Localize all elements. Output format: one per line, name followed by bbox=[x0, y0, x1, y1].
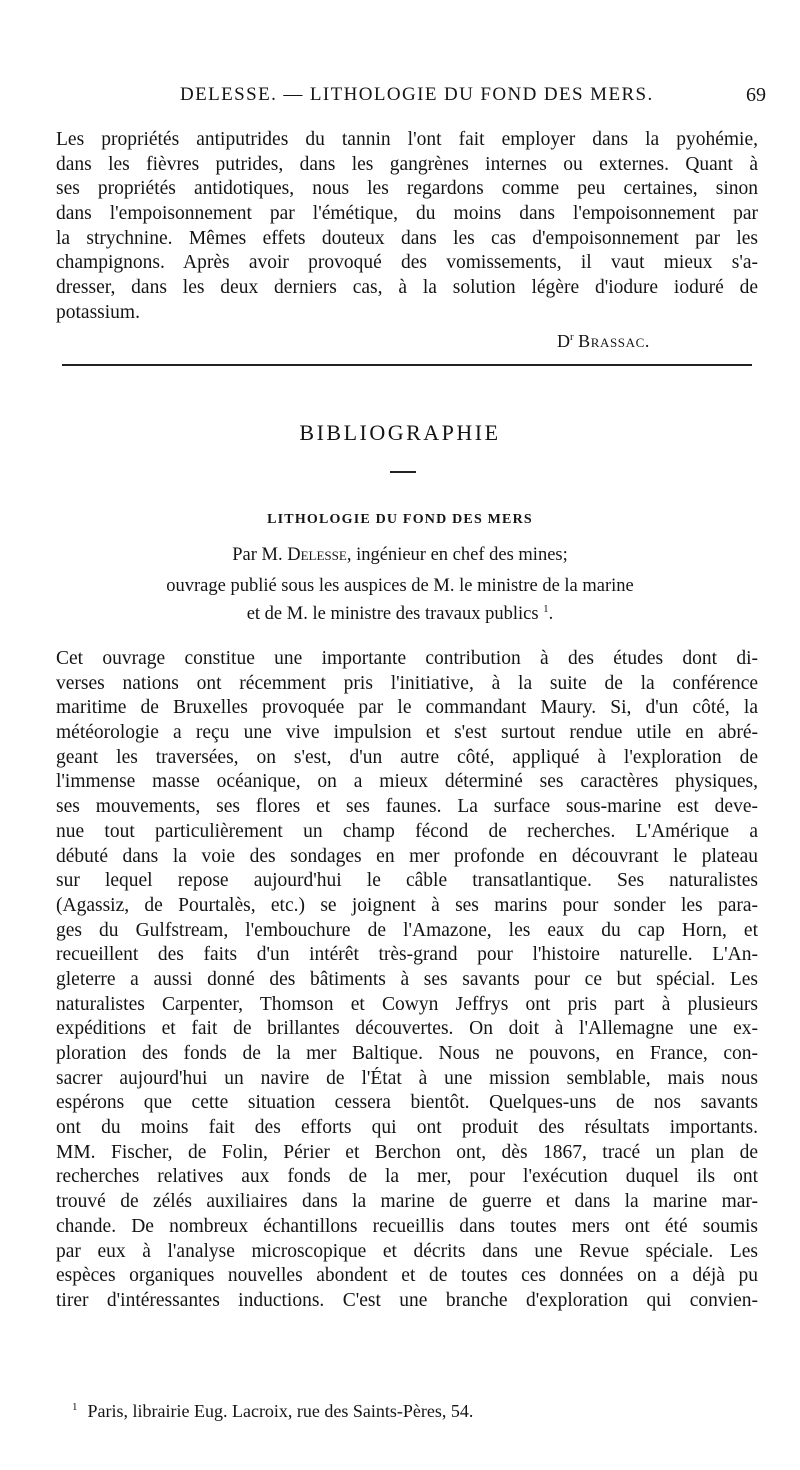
byline-ministries-text: et de M. le ministre des travaux publics bbox=[246, 604, 544, 625]
text-line: sacrer aujourd'hui un navire de l'État à une mission semblable, mais nous bbox=[56, 1067, 758, 1089]
section-divider bbox=[62, 364, 752, 366]
text-line: ges du Gulfstream, l'embouchure de l'Amazone, les eaux du cap Horn, et bbox=[56, 919, 758, 941]
text-line: ses propriétés antidotiques, nous les regardons comme peu certaines, sinon bbox=[56, 178, 758, 200]
byline-rest: , ingénieur en chef des mines; bbox=[346, 545, 568, 565]
text-line: dans les fièvres putrides, dans les gangrènes internes ou externes. Quant à bbox=[56, 153, 758, 175]
author-name: Delesse bbox=[287, 545, 347, 565]
text-line: MM. Fischer, de Folin, Périer et Berchon ont, dès 1867, tracé un plan de bbox=[56, 1141, 758, 1163]
text-line: Les propriétés antiputrides du tannin l'ont fait employer dans la pyohémie, bbox=[56, 129, 758, 150]
text-line: nue tout particulièrement un champ fécond de recherches. L'Amérique a bbox=[56, 820, 758, 842]
footnote-reference-trail: . bbox=[548, 604, 554, 625]
heading-dash bbox=[390, 471, 416, 473]
text-line: débuté dans la voie des sondages en mer profonde en découvrant le plateau bbox=[56, 845, 758, 867]
text-line: champignons. Après avoir provoqué des vomissements, il vaut mieux s'a- bbox=[56, 252, 758, 274]
footnote bbox=[72, 1401, 473, 1422]
text-line: gleterre a aussi donné des bâtiments à ses savants pour ce but spécial. Les bbox=[56, 968, 758, 990]
text-line: trouvé de zélés auxiliaires dans la marine de guerre et dans la marine mar- bbox=[56, 1191, 758, 1213]
review-paragraph bbox=[56, 647, 758, 1314]
page-number: 69 bbox=[746, 84, 766, 106]
text-line: sur lequel repose aujourd'hui le câble transatlantique. Ses naturalistes bbox=[56, 870, 758, 892]
text-line: par eux à l'analyse microscopique et décrits dans une Revue spéciale. Les bbox=[56, 1240, 758, 1262]
text-line: potassium. bbox=[56, 301, 140, 323]
text-line: la strychnine. Mêmes effets douteux dans les cas d'empoisonnement par les bbox=[56, 227, 758, 249]
text-line: chande. De nombreux échantillons recueillis dans toutes mers ont été soumis bbox=[56, 1215, 758, 1237]
work-title: LITHOLOGIE DU FOND DES MERS bbox=[267, 512, 533, 527]
text-line: tirer d'intéressantes inductions. C'est une branche d'exploration qui convien- bbox=[56, 1289, 758, 1311]
text-line: recherches relatives aux fonds de la mer, pour l'exécution duquel ils ont bbox=[56, 1166, 758, 1188]
text-line: ont du moins fait des efforts qui ont produit des résultats importants. bbox=[56, 1117, 758, 1139]
text-line: ses mouvements, ses flores et ses faunes. La surface sous-marine est deve- bbox=[56, 796, 758, 818]
text-line: ploration des fonds de la mer Baltique. Nous ne pouvons, en France, con- bbox=[56, 1043, 758, 1064]
signature-suffix: r bbox=[569, 331, 574, 343]
text-line: geant les traversées, on s'est, d'un autre côté, appliqué à l'exploration de bbox=[56, 746, 758, 768]
signature bbox=[557, 331, 650, 352]
text-line: maritime de Bruxelles provoquée par le commandant Maury. Si, d'un côté, la bbox=[56, 697, 758, 719]
text-line: espèces organiques nouvelles abondent et de toutes ces données on a déjà pu bbox=[56, 1265, 758, 1287]
footnote-reference: 1 bbox=[543, 603, 549, 615]
section-heading: BIBLIOGRAPHIE bbox=[299, 420, 501, 445]
text-line: Cet ouvrage constitue une importante contribution à des études dont di- bbox=[56, 648, 758, 669]
footnote-mark: 1 bbox=[72, 1401, 78, 1413]
text-line: météorologie a reçu une vive impulsion et s'est surtout rendue utile en abré- bbox=[56, 722, 758, 744]
text-line: expéditions et fait de brillantes découvertes. On doit à l'Allemagne une ex- bbox=[56, 1018, 758, 1040]
text-line: l'immense masse océanique, on a mieux déterminé ses caractères physiques, bbox=[56, 771, 758, 793]
text-line: (Agassiz, de Pourtalès, etc.) se joignent à ses marins pour sonder les para- bbox=[56, 894, 758, 916]
text-line: espérons que cette situation cessera bientôt. Quelques-uns de nos savants bbox=[56, 1092, 758, 1114]
text-line: naturalistes Carpenter, Thomson et Cowyn Jeffrys ont pris part à plusieurs bbox=[56, 993, 758, 1015]
signature-prefix: D bbox=[556, 331, 570, 351]
intro-paragraph bbox=[56, 128, 758, 326]
text-line: recueillent des faits d'un intérêt très-grand pour l'histoire naturelle. L'An- bbox=[56, 944, 758, 966]
footnote-text: Paris, librairie Eug. Lacroix, rue des Saints-Pères, 54. bbox=[87, 1401, 474, 1421]
text-line: verses nations ont récemment pris l'initiative, à la suite de la conférence bbox=[56, 672, 758, 694]
running-title: DELESSE. — LITHOLOGIE DU FOND DES MERS. bbox=[180, 84, 654, 105]
byline-author bbox=[0, 545, 800, 566]
byline-ministries bbox=[0, 603, 800, 625]
running-head bbox=[56, 84, 766, 110]
text-line: dresser, dans les deux derniers cas, à la solution légère d'iodure ioduré de bbox=[56, 277, 758, 299]
byline-lead: Par M. bbox=[232, 545, 288, 565]
byline-publication: ouvrage publié sous les auspices de M. le ministre de la marine bbox=[166, 576, 634, 596]
signature-name: Brassac. bbox=[578, 331, 650, 351]
text-line: dans l'empoisonnement par l'émétique, du moins dans l'empoisonnement par bbox=[56, 203, 758, 225]
